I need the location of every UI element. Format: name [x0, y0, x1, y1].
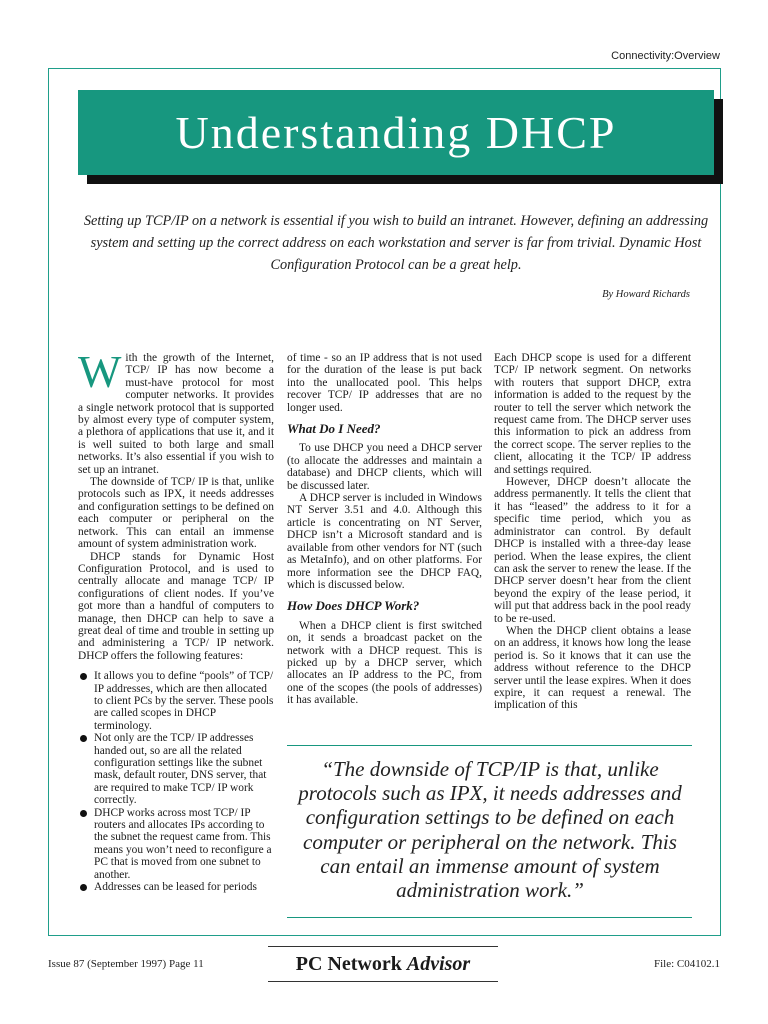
drop-cap: W [78, 346, 122, 397]
bullet-icon [80, 810, 87, 817]
brand-name: PC Network [295, 952, 402, 975]
list-item-text: It allows you to define “pools” of TCP/ IP addresses, which are then allocated to client PCs by the server. These pools are called scopes in DHCP terminology. [94, 670, 274, 732]
section-heading: How Does DHCP Work? [287, 598, 420, 614]
body-paragraph: Each DHCP scope is used for a different TCP/ IP network segment. On networks with routers that support DHCP, extra information is added to the request by the router to tell the server which network the request came from. The DHCP server uses this information to pick an address from the correct scope. The server replies to the client, allocating it the TCP/ IP address and settings required. [494, 352, 691, 476]
publication-logo [268, 946, 498, 982]
list-item [78, 807, 274, 881]
body-paragraph: However, DHCP doesn’t allocate the address permanently. It tells the client that it has “leased” the address to it for a specific time period, which you as administrator can control. By default DHCP is installed with a three-day lease period. When the lease expires, the client can ask the server to renew the lease. If the DHCP server doesn’t hear from the client beyond the expiry of the lease period, it will put that address back in the pool ready to be re-used. [494, 476, 691, 625]
body-column-2 [287, 352, 482, 707]
article-standfirst: Setting up TCP/IP on a network is essential if you wish to build an intranet. However, defining an addressing system and setting up the correct address on each workstation and server is far from trivial. Dynamic Host Configuration Protocol can be a great help. [83, 213, 709, 273]
body-paragraph: A DHCP server is included in Windows NT Server 3.51 and 4.0. Although this article is concentrating on NT Server, DHCP isn’t a Microsoft standard and is available from other vendors for NT (such as MetaInfo), and on other platforms. For more information see the DHCP FAQ, which is discussed below. [287, 492, 482, 591]
list-item-text: DHCP works across most TCP/ IP routers and allocates IPs according to the subnet the request came from. This means you won’t need to reconfigure a PC that is moved from one subnet to another. [94, 806, 272, 881]
section-label: Connectivity:Overview [611, 50, 720, 62]
pull-quote: “The downside of TCP/IP is that, unlike protocols such as IPX, it needs addresses and configuration settings to be defined on each computer or peripheral on the network. This can entail an immense amount of system administration work.” [298, 757, 682, 903]
bullet-icon [80, 884, 87, 891]
feature-list [78, 670, 274, 893]
file-reference: File: C04102.1 [653, 958, 720, 970]
body-paragraph: When a DHCP client is first switched on, it sends a broadcast packet on the network with a DHCP request. This is picked up by a DHCP server, which allocates an IP address to the PC, from one of the scopes (the pools of addresses) it has available. [287, 619, 482, 707]
body-column-1 [78, 346, 274, 894]
author-byline: By Howard Richards [602, 289, 690, 300]
issue-info: Issue 87 (September 1997) Page 11 [48, 958, 204, 970]
bullet-icon [80, 735, 87, 742]
list-item-text: Addresses can be leased for periods [94, 881, 257, 894]
pullquote-rule-bottom [287, 917, 692, 918]
list-item-text: Not only are the TCP/ IP addresses handed out, so are all the related configuration settings like the subnet mask, default router, DNS server, that are required to make TCP/ IP work correctly. [94, 732, 267, 807]
body-paragraph: of time - so an IP address that is not used for the duration of the lease is put back into the unallocated pool. This helps recover TCP/ IP addresses that are no longer used. [287, 352, 482, 414]
section-heading: What Do I Need? [287, 421, 381, 437]
paragraph-text: ith the growth of the Internet, TCP/ IP has now become a must-have protocol for most computer networks. It provides a single network protocol that is supported by almost every type of computer system, a plethora of applications that use it, and it is well suited to both large and small networks. It’s also essential if you wish to set up an intranet. [78, 352, 274, 476]
list-item [78, 732, 274, 806]
pullquote-rule-top [287, 745, 692, 746]
body-column-3 [494, 352, 691, 712]
title-banner [78, 90, 714, 175]
list-item [78, 670, 274, 732]
body-paragraph: The downside of TCP/ IP is that, unlike protocols such as IPX, it needs addresses and configuration settings to be defined on each computer or peripheral on the network. This can entail an immense amount of system administration work. [78, 476, 274, 551]
body-paragraph: To use DHCP you need a DHCP server (to allocate the addresses and maintain a database) and DHCP clients, which will be discussed later. [287, 442, 482, 492]
body-paragraph [78, 346, 274, 476]
body-paragraph: DHCP stands for Dynamic Host Configuration Protocol, and is used to centrally allocate and manage TCP/ IP configurations of client nodes. If you’ve got more than a handful of computers to manage, then DHCP can help to save a great deal of time and trouble in setting up and administering a TCP/ IP network. DHCP offers the following features: [78, 550, 274, 662]
body-paragraph: When the DHCP client obtains a lease on an address, it knows how long the lease period is. So it knows that it can use the address without reference to the DHCP server until the lease expires. When it does expire, it can request a renewal. The implication of this [494, 624, 691, 712]
article-title: Understanding DHCP [175, 107, 617, 158]
brand-name-emphasis: Advisor [406, 952, 471, 975]
list-item [78, 881, 274, 893]
bullet-icon [80, 673, 87, 680]
